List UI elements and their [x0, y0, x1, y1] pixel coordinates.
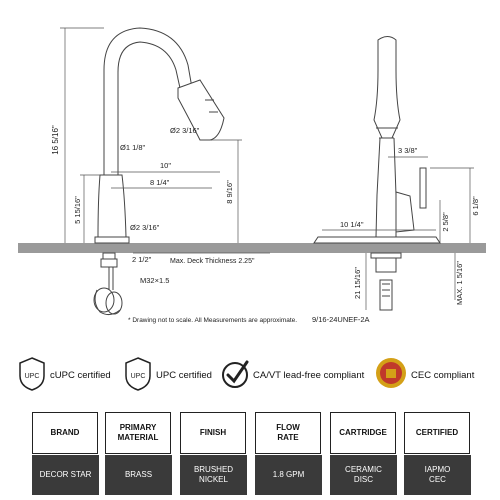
dim-spout-offset: 8 1/4" — [150, 178, 170, 187]
cert-upc — [124, 352, 224, 398]
spec-cartridge-value: CERAMIC DISC — [330, 455, 397, 495]
dim-shank-diameter: 2 1/2" — [132, 255, 152, 264]
dim-under-deck: 21 15/16" — [353, 267, 362, 299]
spec-material — [105, 412, 171, 495]
cert-upc-label: UPC certified — [156, 370, 212, 381]
cupc-shield-icon — [18, 356, 46, 392]
dim-height-total: 16 5/16" — [51, 125, 60, 155]
spec-table — [0, 412, 500, 500]
upc-mark-text: UPC — [130, 373, 146, 380]
faucet-front-view — [94, 28, 224, 315]
upc-shield-icon — [124, 356, 152, 392]
faucet-side-view — [314, 37, 440, 311]
dim-reach: 10" — [160, 161, 172, 170]
spec-flow-rate-heading: FLOW RATE — [255, 412, 321, 454]
spec-certified-heading: CERTIFIED — [404, 412, 470, 454]
dim-lever-height: 6 1/8" — [471, 196, 480, 216]
spec-brand-value: DECOR STAR — [32, 455, 99, 495]
dim-max-deck: MAX. 1 5/16" — [455, 261, 464, 305]
spec-brand — [32, 412, 98, 495]
spec-finish-value: BRUSHED NICKEL — [180, 455, 247, 495]
dim-neck-diameter: Ø1 1/8" — [120, 143, 146, 152]
cert-cec — [374, 352, 500, 398]
spec-brand-heading: BRAND — [32, 412, 98, 454]
dimension-lines — [60, 28, 474, 310]
cert-cec-label: CEC compliant — [411, 370, 475, 381]
cec-seal-icon — [374, 356, 408, 390]
dim-spout-height: 8 9/16" — [225, 180, 234, 204]
dim-handle-rise: 2 5/8" — [441, 212, 450, 232]
spec-certified — [404, 412, 470, 495]
spec-material-heading: PRIMARY MATERIAL — [105, 412, 171, 454]
dim-deck-plate-width: 10 1/4" — [340, 220, 364, 229]
dim-handle-depth: 3 3/8" — [398, 146, 418, 155]
dim-thread: M32×1.5 — [140, 276, 170, 285]
drawing-note: * Drawing not to scale. All Measurements are approximate. — [128, 317, 298, 324]
cert-cupc-label: cUPC certified — [50, 370, 111, 381]
spec-material-value: BRASS — [105, 455, 172, 495]
spec-finish — [180, 412, 246, 495]
dim-spout-diameter: Ø2 3/16" — [170, 126, 200, 135]
cert-cupc — [18, 352, 118, 398]
cupc-mark-text: UPC — [24, 373, 40, 380]
checkmark-circle-icon — [220, 358, 250, 390]
cert-lead-free — [220, 352, 370, 398]
spec-flow-rate — [255, 412, 321, 495]
dim-base-diameter: Ø2 3/16" — [130, 223, 160, 232]
spec-certified-value: IAPMO CEC — [404, 455, 471, 495]
dim-handle-height: 5 15/16" — [73, 196, 82, 224]
spec-flow-rate-value: 1.8 GPM — [255, 455, 322, 495]
spec-cartridge-heading: CARTRIDGE — [330, 412, 396, 454]
countertop-surface — [18, 243, 486, 253]
spec-cartridge — [330, 412, 396, 495]
cert-lead-free-label: CA/VT lead-free compliant — [253, 370, 365, 381]
certification-row — [0, 352, 500, 398]
dim-deck-thickness: Max. Deck Thickness 2.25" — [170, 258, 255, 265]
spec-finish-heading: FINISH — [180, 412, 246, 454]
dim-hose-thread: 9/16-24UNEF-2A — [312, 315, 370, 324]
